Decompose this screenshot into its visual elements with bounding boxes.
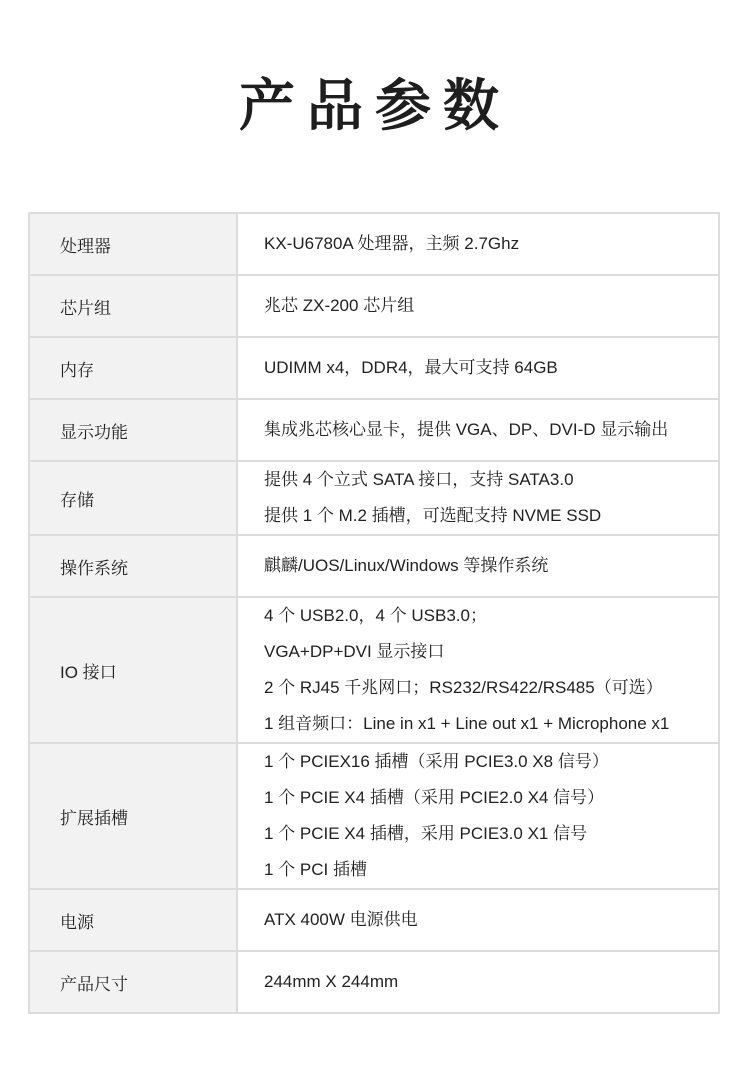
row-value: [237, 535, 719, 597]
row-label: 芯片组: [29, 275, 237, 337]
value-line: 1 个 PCIE X4 插槽，采用 PCIE3.0 X1 信号: [264, 824, 588, 843]
row-value: [237, 337, 719, 399]
page-title: 产品参数: [239, 74, 511, 139]
row-label: IO 接口: [29, 597, 237, 743]
row-value: [237, 399, 719, 461]
table-row-storage: [29, 461, 719, 535]
value-line: 4 个 USB2.0，4 个 USB3.0；: [264, 606, 487, 625]
row-value: [237, 213, 719, 275]
value-line: 麒麟/UOS/Linux/Windows 等操作系统: [264, 556, 549, 575]
row-label: 处理器: [29, 213, 237, 275]
row-value: [237, 743, 719, 889]
table-row-expansion: [29, 743, 719, 889]
value-line: 244mm X 244mm: [264, 972, 399, 991]
row-value: [237, 275, 719, 337]
value-line: 1 个 PCIEX16 插槽（采用 PCIE3.0 X8 信号）: [264, 752, 609, 771]
table-row-display: [29, 399, 719, 461]
table-row-memory: [29, 337, 719, 399]
row-label: 内存: [29, 337, 237, 399]
value-line: KX-U6780A 处理器，主频 2.7Ghz: [264, 234, 520, 253]
value-line: 提供 4 个立式 SATA 接口，支持 SATA3.0: [264, 470, 574, 489]
value-line: UDIMM x4，DDR4，最大可支持 64GB: [264, 358, 558, 377]
value-line: VGA+DP+DVI 显示接口: [264, 642, 445, 661]
table-row-cpu: [29, 213, 719, 275]
value-line: 兆芯 ZX-200 芯片组: [264, 296, 415, 315]
table-row-power: [29, 889, 719, 951]
value-line: 1 组音频口：Line in x1 + Line out x1 + Microphone x1: [264, 714, 670, 733]
spec-table: [28, 212, 720, 1014]
table-row-os: [29, 535, 719, 597]
value-line: 集成兆芯核心显卡，提供 VGA、DP、DVI-D 显示输出: [264, 420, 669, 439]
row-value: [237, 461, 719, 535]
table-row-io: [29, 597, 719, 743]
row-label: 产品尺寸: [29, 951, 237, 1013]
table-row-size: [29, 951, 719, 1013]
value-line: 1 个 PCIE X4 插槽（采用 PCIE2.0 X4 信号）: [264, 788, 605, 807]
value-line: 2 个 RJ45 千兆网口；RS232/RS422/RS485（可选）: [264, 678, 663, 697]
value-line: ATX 400W 电源供电: [264, 910, 418, 929]
row-label: 显示功能: [29, 399, 237, 461]
row-value: [237, 889, 719, 951]
row-label: 存储: [29, 461, 237, 535]
value-line: 1 个 PCI 插槽: [264, 860, 367, 879]
row-label: 电源: [29, 889, 237, 951]
value-line: 提供 1 个 M.2 插槽，可选配支持 NVME SSD: [264, 506, 602, 525]
table-row-chipset: [29, 275, 719, 337]
row-label: 扩展插槽: [29, 743, 237, 889]
row-value: [237, 951, 719, 1013]
row-label: 操作系统: [29, 535, 237, 597]
row-value: [237, 597, 719, 743]
